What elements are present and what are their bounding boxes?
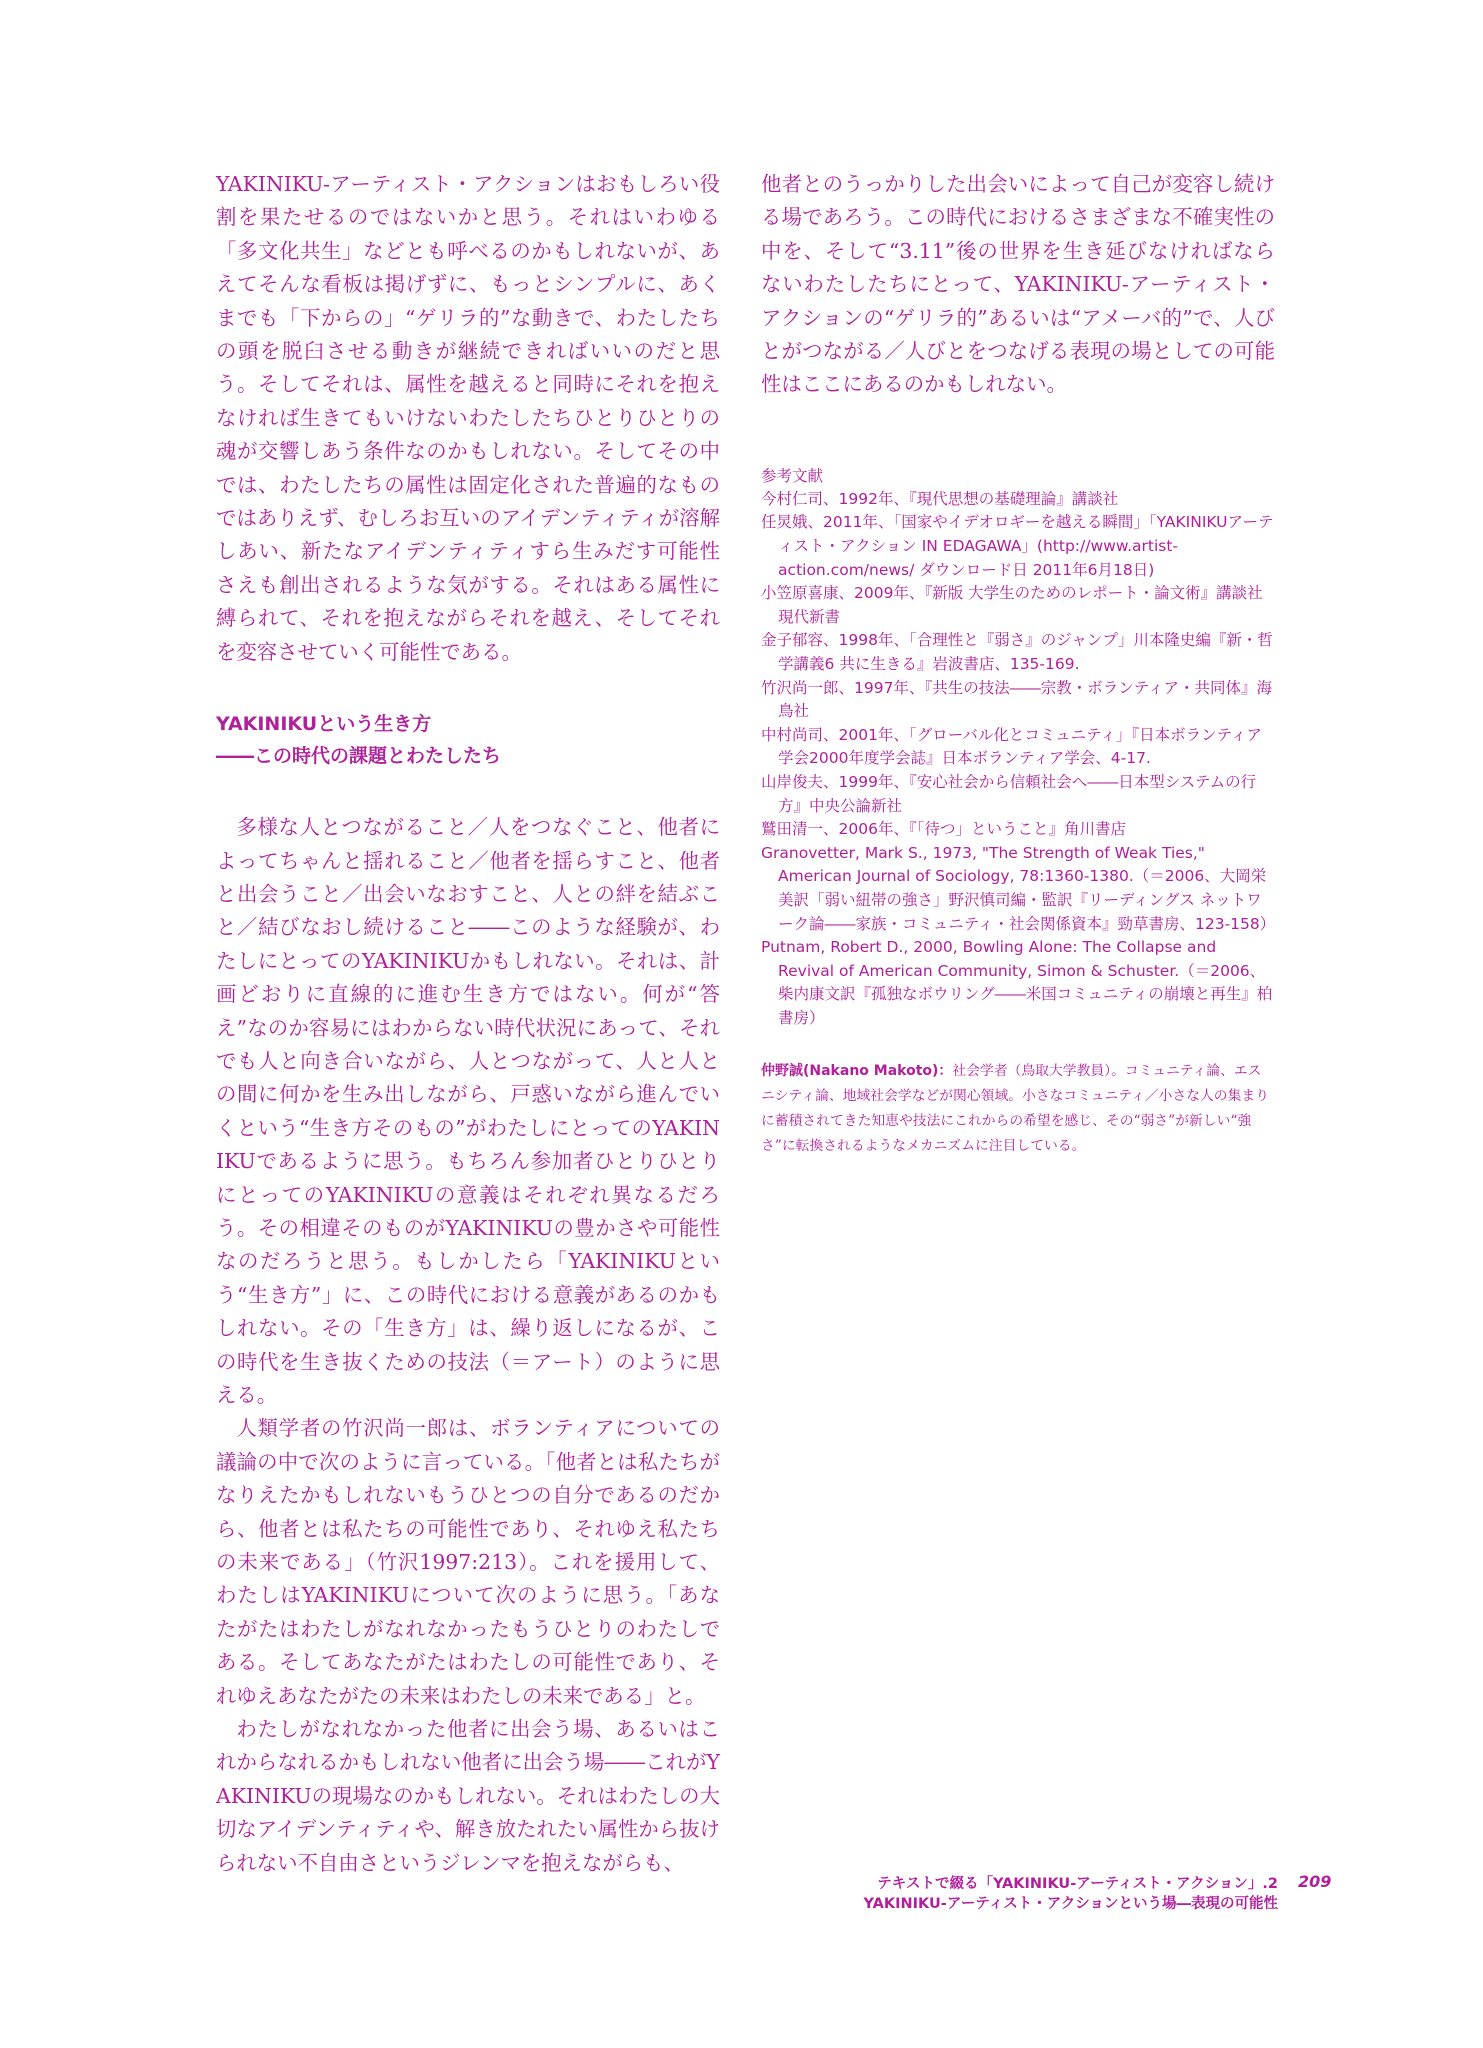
author-profile [761,1059,1275,1159]
section-heading-title: YAKINIKUという生き方 [216,713,432,736]
reference-item: 山岸俊夫、1999年、『安心社会から信頼社会へ――日本型システムの行方』中央公論新社 [761,772,1257,815]
right-column [761,168,1275,1159]
reference-item: 鷲田清一、2006年、『「待つ」ということ』角川書店 [761,820,1126,839]
author-name: 仲野誠(Nakano Makoto)： [761,1062,953,1079]
reference-item: Granovetter, Mark S., 1973, "The Strength of Weak Ties," American Journal of Sociology, 78:1360-1380.（＝2006、大岡栄美訳「弱い紐帯の強さ」野沢慎司編・監訳『リーディングス ネットワーク論――家族・コミュニティ・社会関係資本』勁草書房、123-158） [761,843,1276,933]
body-paragraph: YAKINIKU-アーティスト・アクションはおもしろい役割を果たせるのではないかと思う。それはいわゆる「多文化共生」などとも呼べるのかもしれないが、あえてそんな看板は掲げずに、もっとシンプルに、あくまでも「下からの」“ゲリラ的”な動きで、わたしたちの頭を脱臼させる動きが継続できればいいのだと思う。そしてそれは、属性を越えると同時にそれを抱えなければ生きてもいけないわたしたちひとりひとりの魂が交響しあう条件なのかもしれない。そしてその中では、わたしたちの属性は固定化された普遍的なものではありえず、むしろお互いのアイデンティティが溶解しあい、新たなアイデンティティすら生みだす可能性さえも創出されるような気がする。それはある属性に縛られて、それを抱えながらそれを越え、そしてそれを変容させていく可能性である。 [216,172,720,664]
reference-item: 任炅娥、2011年、「国家やイデオロギーを越える瞬間」「YAKINIKUアーティスト・アクション IN EDAGAWA」(http://www.artist-action.com/news/ ダウンロード日 2011年6月18日) [761,513,1274,579]
reference-item: 今村仁司、1992年、『現代思想の基礎理論』講談社 [761,489,1119,508]
body-paragraph: わたしがなれなかった他者に出会う場、あるいはこれからなれるかもしれない他者に出会う場――これがYAKINIKUの現場なのかもしれない。それはわたしの大切なアイデンティティや、解き放たれたい属性から抜けられない不自由さというジレンマを抱えながらも、 [216,1717,720,1875]
reference-item: 竹沢尚一郎、1997年、『共生の技法――宗教・ボランティア・共同体』海鳥社 [761,678,1272,721]
section-heading-subtitle: ――この時代の課題とわたしたち [216,745,502,768]
footer-series-title: テキストで綴る「YAKINIKU-アーティスト・アクション」.2 [877,1876,1278,1892]
footer-article-title: YAKINIKU-アーティスト・アクションという場―表現の可能性 [863,1896,1278,1912]
reference-item: 小笠原喜康、2009年、『新版 大学生のためのレポート・論文術』講談社現代新書 [761,584,1263,626]
references-section [761,464,1275,1031]
body-paragraph: 他者とのうっかりした出会いによって自己が変容し続ける場であろう。この時代におけるさまざまな不確実性の中を、そして“3.11”後の世界を生き延びなければならないわたしたちにとって、YAKINIKU-アーティスト・アクションの“ゲリラ的”あるいは“アメーバ的”で、人びとがつながる／人びとをつなげる表現の場としての可能性はここにあるのかもしれない。 [761,172,1275,397]
running-footer [864,1874,1278,1914]
reference-item: 中村尚司、2001年、「グローバル化とコミュニティ」『日本ボランティア学会2000年度学会誌』日本ボランティア学会、4-17. [761,725,1262,768]
section-heading [216,708,720,772]
page-number: 209 [1298,1872,1332,1891]
body-paragraph: 人類学者の竹沢尚一郎は、ボランティアについての議論の中で次のように言っている。「他者とは私たちがなりえたかもしれないもうひとつの自分であるのだから、他者とは私たちの可能性であり、それゆえ私たちの未来である」（竹沢1997:213）。これを援用して、わたしはYAKINIKUについて次のように思う。「あなたがたはわたしがなれなかったもうひとりのわたしである。そしてあなたがたはわたしの可能性であり、それゆえあなたがたの未来はわたしの未来である」と。 [216,1416,720,1708]
reference-item: 金子郁容、1998年、「合理性と『弱さ』のジャンプ」川本隆史編『新・哲学講義6 共に生きる』岩波書店、135-169. [761,631,1273,673]
author-bio: 社会学者（鳥取大学教員）。コミュニティ論、エスニシティ論、地域社会学などが関心領域。小さなコミュニティ／小さな人の集まりに蓄積されてきた知恵や技法にこれからの希望を感じ、その“弱さ”が新しい“強さ”に転換されるようなメカニズムに注目している。 [761,1062,1269,1154]
left-column [216,168,720,1880]
references-title: 参考文献 [761,466,824,485]
reference-item: Putnam, Robert D., 2000, Bowling Alone: The Collapse and Revival of American Community, Simon & Schuster.（＝2006、柴内康文訳『孤独なボウリング――米国コミュニティの崩壊と再生』柏書房） [761,938,1273,1027]
body-paragraph: 多様な人とつながること／人をつなぐこと、他者によってちゃんと揺れること／他者を揺らすこと、他者と出会うこと／出会いなおすこと、人との絆を結ぶこと／結びなおし続けること――このような経験が、わたしにとってのYAKINIKUかもしれない。それは、計画どおりに直線的に進む生き方ではない。何が“答え”なのか容易にはわからない時代状況にあって、それでも人と向き合いながら、人とつながって、人と人との間に何かを生み出しながら、戸惑いながら進んでいくという“生き方そのもの”がわたしにとってのYAKINIKUであるように思う。もちろん参加者ひとりひとりにとってのYAKINIKUの意義はそれぞれ異なるだろう。その相違そのものがYAKINIKUの豊かさや可能性なのだろうと思う。もしかしたら「YAKINIKUという“生き方”」に、この時代における意義があるのかもしれない。その「生き方」は、繰り返しになるが、この時代を生き抜くための技法（＝アート）のように思える。 [216,815,720,1407]
